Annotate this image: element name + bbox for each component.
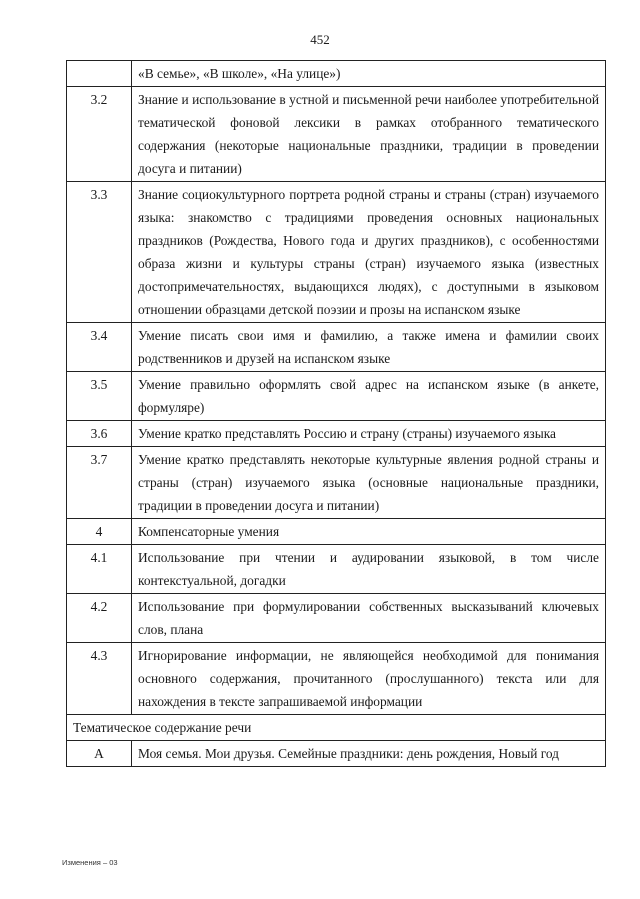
row-number: А	[67, 741, 132, 767]
row-text: Игнорирование информации, не являющейся необходимой для понимания основного содержания, прочитанного (прослушанного) текста или для нахождения в тексте запрашиваемой информации	[132, 643, 606, 715]
table-row	[67, 519, 606, 545]
row-text: Знание социокультурного портрета родной страны и страны (стран) изучаемого языка: знакомство с традициями проведения основных национальных праздников (Рождества, Нового года и других праздников), с особенностями образа жизни и культуры страны (стран) изучаемого языка (известных достопримечательностях, выдающихся людях), с доступными в языковом отношении образцами детской поэзии и прозы на испанском языке	[132, 182, 606, 323]
row-text: Знание и использование в устной и письменной речи наиболее употребительной тематической фоновой лексики в рамках отобранного тематического содержания (некоторые национальные праздники, традиции в проведении досуга и питании)	[132, 87, 606, 182]
row-text: Использование при формулировании собственных высказываний ключевых слов, плана	[132, 594, 606, 643]
table-row	[67, 61, 606, 87]
content-table	[66, 60, 606, 767]
table-row	[67, 741, 606, 767]
table-row	[67, 545, 606, 594]
row-number: 3.7	[67, 447, 132, 519]
table-row	[67, 323, 606, 372]
table-row	[67, 87, 606, 182]
row-number: 4	[67, 519, 132, 545]
row-text: Умение писать свои имя и фамилию, а также имена и фамилии своих родственников и друзей на испанском языке	[132, 323, 606, 372]
section-header: Тематическое содержание речи	[67, 715, 606, 741]
table-row	[67, 594, 606, 643]
row-text: Умение правильно оформлять свой адрес на испанском языке (в анкете, формуляре)	[132, 372, 606, 421]
row-text: Моя семья. Мои друзья. Семейные праздники: день рождения, Новый год	[132, 741, 606, 767]
row-text: Умение кратко представлять Россию и страну (страны) изучаемого языка	[132, 421, 606, 447]
row-number: 4.2	[67, 594, 132, 643]
table-row	[67, 182, 606, 323]
table-row	[67, 372, 606, 421]
footer-note: Изменения – 03	[62, 858, 118, 867]
row-number: 3.5	[67, 372, 132, 421]
row-text: Компенсаторные умения	[132, 519, 606, 545]
row-number: 3.3	[67, 182, 132, 323]
row-number: 3.2	[67, 87, 132, 182]
row-number: 3.4	[67, 323, 132, 372]
section-header-row	[67, 715, 606, 741]
row-text: Использование при чтении и аудировании языковой, в том числе контекстуальной, догадки	[132, 545, 606, 594]
table-row	[67, 447, 606, 519]
row-number: 4.1	[67, 545, 132, 594]
page-number: 452	[310, 32, 330, 47]
row-number	[67, 61, 132, 87]
table-row	[67, 643, 606, 715]
row-text: «В семье», «В школе», «На улице»)	[132, 61, 606, 87]
row-number: 4.3	[67, 643, 132, 715]
table-row	[67, 421, 606, 447]
row-number: 3.6	[67, 421, 132, 447]
row-text: Умение кратко представлять некоторые культурные явления родной страны и страны (стран) изучаемого языка (основные национальные праздники, традиции в проведении досуга и питании)	[132, 447, 606, 519]
